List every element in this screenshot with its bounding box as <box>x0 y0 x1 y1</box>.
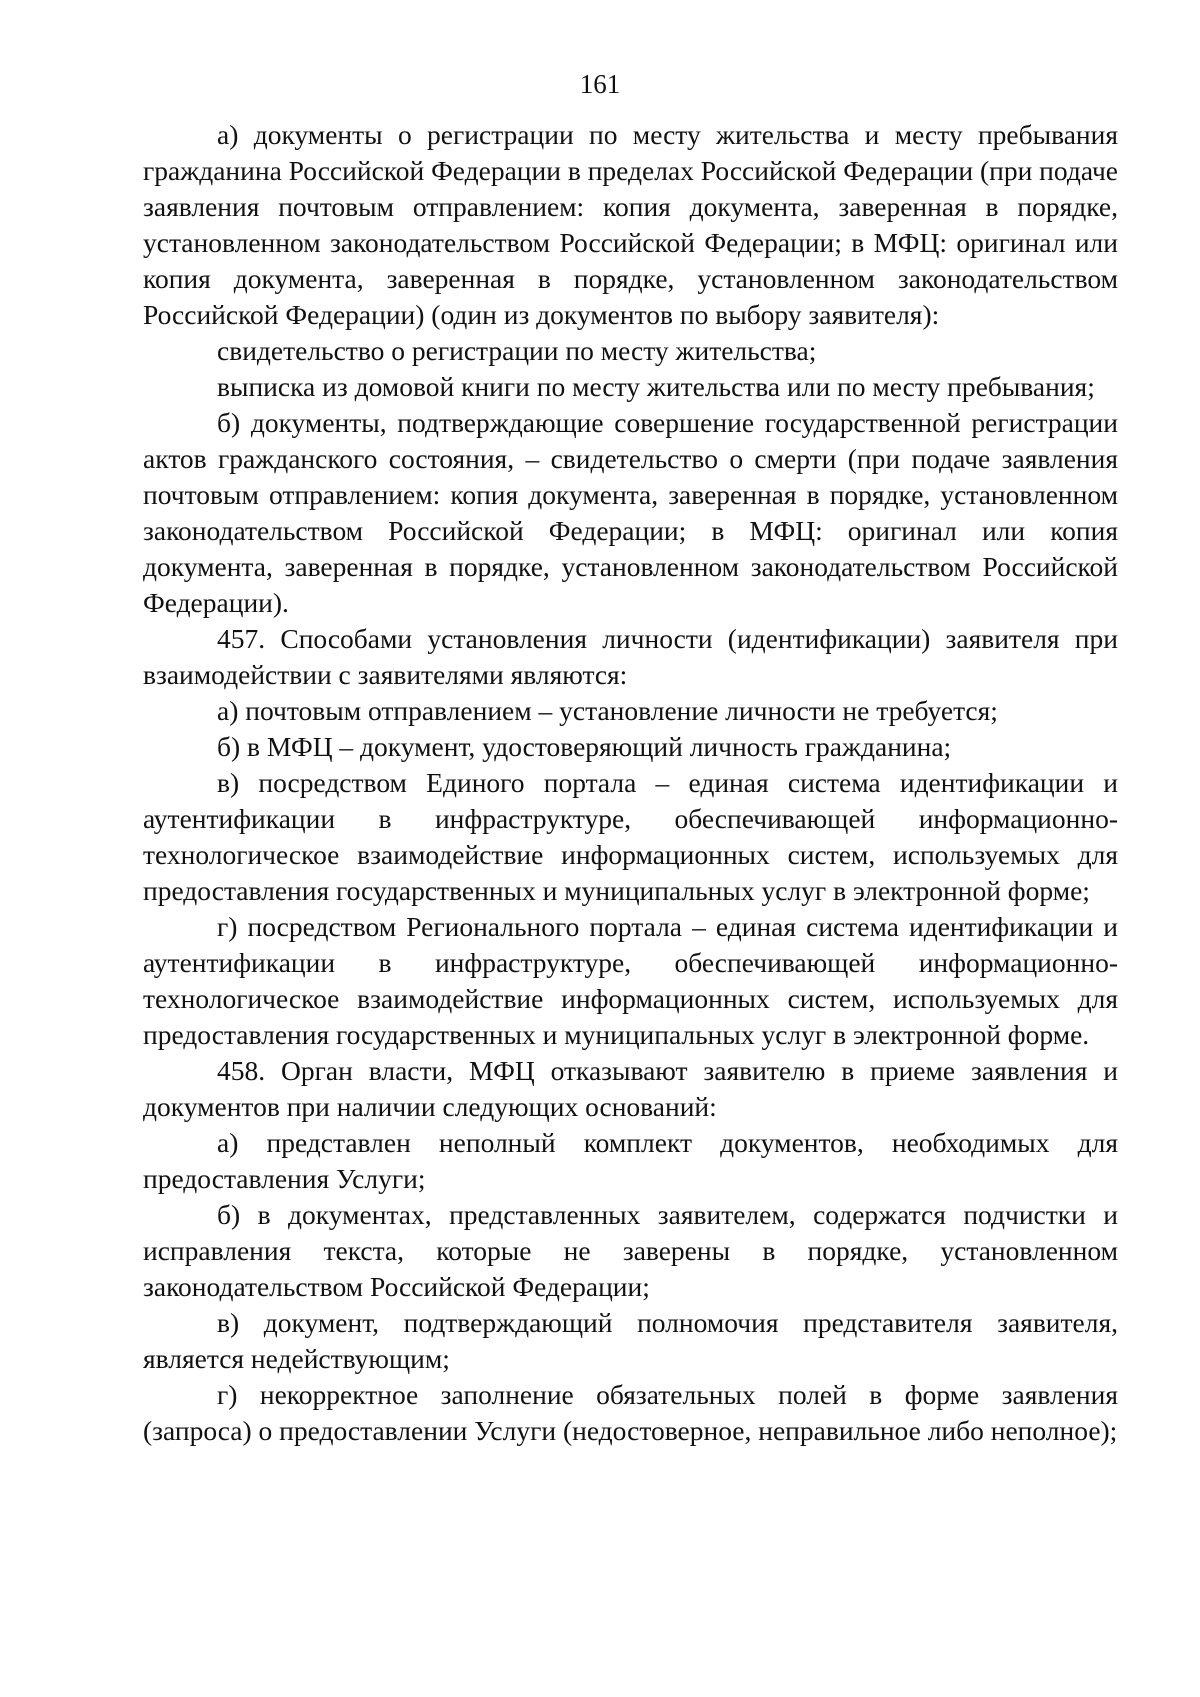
paragraph-458-a: а) представлен неполный комплект документов, необходимых для предоставления Услуги; <box>143 1127 1118 1194</box>
paragraph-457-a: а) почтовым отправлением – установление личности не требуется; <box>217 695 998 726</box>
paragraph-457-g: г) посредством Регионального портала – единая система идентификации и аутентификации в инфраструктуре, обеспечивающей информационно-технологическое взаимодействие информационных систем, используемых для предоставления государственных и муниципальных услуг в электронной форме. <box>143 911 1118 1050</box>
paragraph-civil-status-documents: б) документы, подтверждающие совершение государственной регистрации актов гражданского состояния, – свидетельство о смерти (при подаче заявления почтовым отправлением: копия документа, заверенная в порядке, установленном законодательством Российской Федерации; в МФЦ: оригинал или копия документа, заверенная в порядке, установленном законодательством Российской Федерации). <box>143 407 1118 618</box>
paragraph-registration-certificate: свидетельство о регистрации по месту жительства; <box>217 335 817 366</box>
document-body <box>143 117 1118 1449</box>
paragraph-458-v: в) документ, подтверждающий полномочия представителя заявителя, является недействующим; <box>143 1307 1118 1374</box>
paragraph-457-b: б) в МФЦ – документ, удостоверяющий личность гражданина; <box>217 731 952 762</box>
paragraph-457-v: в) посредством Единого портала – единая система идентификации и аутентификации в инфраструктуре, обеспечивающей информационно-технологическое взаимодействие информационных систем, используемых для предоставления государственных и муниципальных услуг в электронной форме; <box>143 767 1118 906</box>
page-number: 161 <box>579 69 621 99</box>
paragraph-house-book-extract: выписка из домовой книги по месту жительства или по месту пребывания; <box>217 371 1095 402</box>
paragraph-458: 458. Орган власти, МФЦ отказывают заявителю в приеме заявления и документов при наличии следующих оснований: <box>143 1055 1118 1122</box>
paragraph-residence-documents: а) документы о регистрации по месту жительства и месту пребывания гражданина Российской Федерации в пределах Российской Федерации (при подаче заявления почтовым отправлением: копия документа, заверенная в порядке, установленном законодательством Российской Федерации; в МФЦ: оригинал или копия документа, заверенная в порядке, установленном законодательством Российской Федерации) (один из документов по выбору заявителя): <box>143 119 1118 330</box>
paragraph-458-b: б) в документах, представленных заявителем, содержатся подчистки и исправления текста, которые не заверены в порядке, установленном законодательством Российской Федерации; <box>143 1199 1118 1302</box>
paragraph-457: 457. Способами установления личности (идентификации) заявителя при взаимодействии с заявителями являются: <box>143 623 1118 690</box>
paragraph-458-g: г) некорректное заполнение обязательных полей в форме заявления (запроса) о предоставлении Услуги (недостоверное, неправильное либо неполное); <box>143 1379 1118 1446</box>
